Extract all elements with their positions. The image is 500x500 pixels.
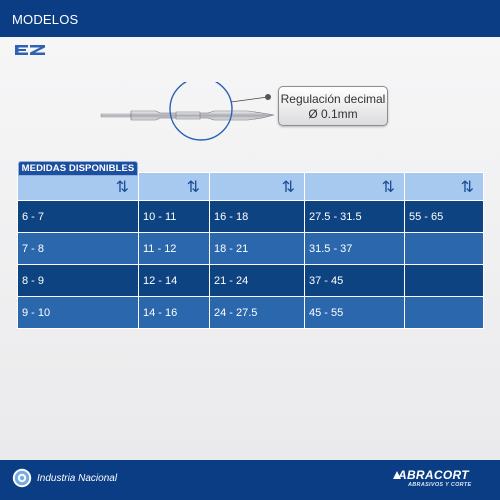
table-cell: 14 - 16	[139, 297, 210, 329]
table-cell	[405, 265, 484, 297]
table-cell	[405, 233, 484, 265]
ez-logo	[14, 44, 46, 56]
table-cell: 18 - 21	[210, 233, 305, 265]
callout-line-1: Regulación decimal	[280, 92, 386, 106]
table-cell: 45 - 55	[305, 297, 405, 329]
sort-arrows-icon[interactable]: ⇅	[18, 173, 139, 201]
table-cell: 12 - 14	[139, 265, 210, 297]
seal-icon	[12, 468, 32, 488]
table-cell: 10 - 11	[139, 201, 210, 233]
table-row	[18, 201, 484, 233]
table-cell: 31.5 - 37	[305, 233, 405, 265]
sort-arrows-icon[interactable]: ⇅	[139, 173, 210, 201]
sort-arrows-icon[interactable]: ⇅	[210, 173, 305, 201]
table-cell: 9 - 10	[18, 297, 139, 329]
table-cell: 27.5 - 31.5	[305, 201, 405, 233]
table-cell: 7 - 8	[18, 233, 139, 265]
brand-name: ABRACORT	[398, 468, 469, 482]
table-cell: 8 - 9	[18, 265, 139, 297]
table-row	[18, 297, 484, 329]
callout-line-2: Ø 0.1mm	[308, 107, 358, 121]
table-cell: 6 - 7	[18, 201, 139, 233]
sort-arrows-icon[interactable]: ⇅	[305, 173, 405, 201]
table-cell: 16 - 18	[210, 201, 305, 233]
brand-tagline: ABRASIVOS Y CORTE	[408, 482, 472, 488]
page-title: MODELOS	[12, 12, 79, 27]
sizes-table	[17, 172, 484, 329]
regulation-callout	[278, 86, 388, 126]
sort-arrows-icon[interactable]: ⇅	[405, 173, 484, 201]
brand-logo[interactable]	[392, 468, 486, 494]
table-row	[18, 265, 484, 297]
table-cell: 24 - 27.5	[210, 297, 305, 329]
table-cell: 21 - 24	[210, 265, 305, 297]
table-cell: 11 - 12	[139, 233, 210, 265]
table-row	[18, 233, 484, 265]
table-cell: 37 - 45	[305, 265, 405, 297]
table-cell	[405, 297, 484, 329]
table-cell: 55 - 65	[405, 201, 484, 233]
table-header-row	[18, 173, 484, 201]
top-bar	[0, 0, 500, 37]
sizes-table-title: MEDIDAS DISPONIBLES	[18, 161, 138, 176]
product-image	[98, 82, 288, 142]
footer-text: Industria Nacional	[37, 473, 118, 484]
footer-bar	[0, 460, 500, 500]
